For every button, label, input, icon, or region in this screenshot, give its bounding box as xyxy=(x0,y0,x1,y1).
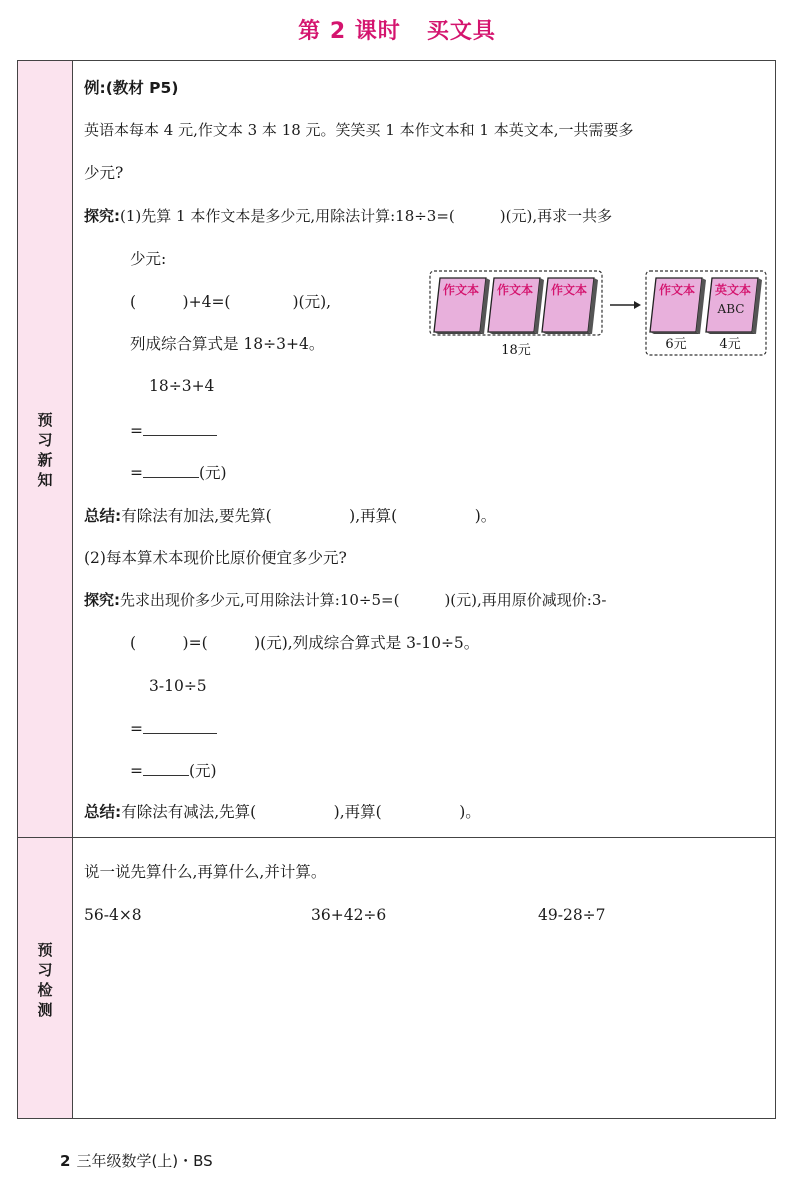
section-label-check: 预 习 检 测 xyxy=(37,941,53,1019)
composition-price-label: 6元 xyxy=(665,337,687,352)
answer-blank[interactable] xyxy=(143,420,217,436)
calc-2-expression: 3-10÷5 xyxy=(149,677,207,695)
answer-blank[interactable] xyxy=(143,718,217,734)
practice-instruction: 说一说先算什么,再算什么,并计算。 xyxy=(84,863,327,881)
lesson-topic: 买文具 xyxy=(426,19,496,44)
book-title: 三年级数学(上)・BS xyxy=(76,1152,213,1170)
arrow-right-icon xyxy=(610,301,641,309)
explore-1-line-1: 探究:(1)先算 1 本作文本是多少元,用除法计算:18÷3=( )(元),再求一共多 xyxy=(84,207,613,225)
summary-1: 总结:有除法有加法,要先算( ),再算( )。 xyxy=(84,507,497,525)
explore-2-line-2: ( )=( )(元),列成综合算式是 3-10÷5。 xyxy=(130,634,480,652)
question-2: (2)每本算术本现价比原价便宜多少元? xyxy=(84,549,347,567)
summary-2: 总结:有除法有减法,先算( ),再算( )。 xyxy=(84,803,481,821)
english-price-label: 4元 xyxy=(719,337,741,352)
notebook-price-diagram xyxy=(428,268,770,360)
explore-1-line-4: 列成综合算式是 18÷3+4。 xyxy=(130,335,325,353)
composition-book-icon xyxy=(650,278,706,334)
book-label: 作文本 xyxy=(550,283,588,297)
explore-2-line-1: 探究:先求出现价多少元,可用除法计算:10÷5=( )(元),再用原价减现价:3- xyxy=(84,591,607,609)
calc-2-step-2: = (元) xyxy=(130,762,217,780)
page-footer xyxy=(60,1150,213,1171)
composition-book-icon xyxy=(542,278,598,334)
problem-line-2: 少元? xyxy=(84,164,124,182)
book-label: 作文本 xyxy=(658,283,696,297)
practice-item-1: 56-4×8 xyxy=(84,906,142,924)
explore-1-line-3: ( )+4=( )(元), xyxy=(130,293,332,311)
lesson-number: 第 2 课时 xyxy=(298,19,401,44)
practice-item-2: 36+42÷6 xyxy=(311,906,387,924)
page-title xyxy=(0,14,794,45)
explore-1-line-2: 少元: xyxy=(130,250,167,268)
calc-1-step-2: = (元) xyxy=(130,464,227,482)
book-label: 作文本 xyxy=(442,283,480,297)
english-book-label: 英文本 xyxy=(714,283,752,297)
composition-book-icon xyxy=(434,278,490,334)
total-price-label: 18元 xyxy=(501,343,531,358)
calc-2-step-1: = xyxy=(130,718,217,739)
english-book-subtitle: ABC xyxy=(717,302,745,316)
calc-1-step-1: = xyxy=(130,420,217,441)
composition-book-icon xyxy=(488,278,544,334)
example-heading: 例:(教材 P5) xyxy=(84,79,179,97)
answer-blank[interactable] xyxy=(143,462,199,478)
explore-1-label: 探究: xyxy=(84,207,120,225)
page-number: 2 xyxy=(60,1152,71,1170)
section-label-preview: 预 习 新 知 xyxy=(37,411,53,489)
problem-line-1: 英语本每本 4 元,作文本 3 本 18 元。笑笑买 1 本作文本和 1 本英文本,一共需要多 xyxy=(84,121,634,139)
answer-blank[interactable] xyxy=(143,760,189,776)
practice-item-3: 49-28÷7 xyxy=(538,906,606,924)
section-divider xyxy=(17,837,776,838)
english-book-icon xyxy=(706,278,762,334)
book-label: 作文本 xyxy=(496,283,534,297)
calc-1-expression: 18÷3+4 xyxy=(149,377,215,395)
